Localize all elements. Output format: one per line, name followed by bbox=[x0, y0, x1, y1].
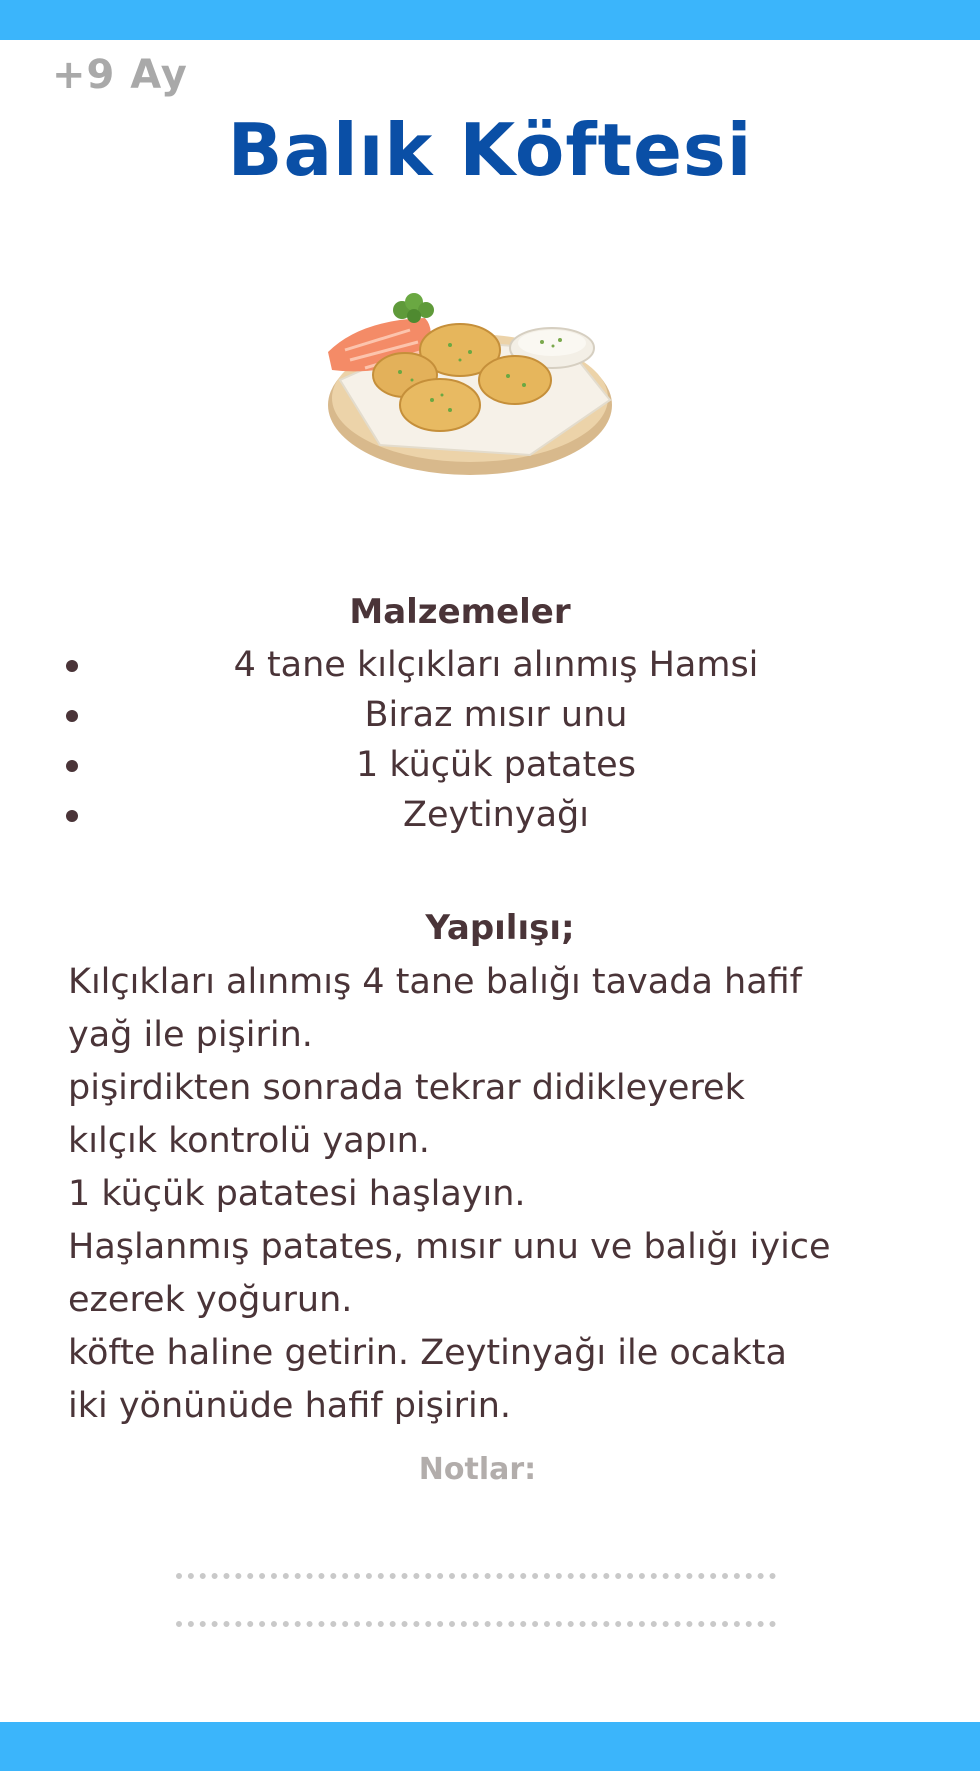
preparation-line: köfte haline getirin. Zeytinyağı ile ocakta bbox=[68, 1333, 787, 1373]
top-border-bar bbox=[0, 0, 980, 40]
age-label: +9 Ay bbox=[52, 52, 188, 98]
ingredient-text: Biraz mısır unu bbox=[364, 695, 628, 735]
ingredient-text: 4 tane kılçıkları alınmış Hamsi bbox=[233, 645, 759, 685]
recipe-title: Balık Köftesi bbox=[227, 108, 753, 192]
preparation-line: Haşlanmış patates, mısır unu ve balığı iyice bbox=[68, 1227, 831, 1267]
preparation-line: yağ ile pişirin. bbox=[68, 1015, 313, 1055]
preparation-line: Kılçıkları alınmış 4 tane balığı tavada hafif bbox=[68, 962, 803, 1002]
ingredient-item bbox=[0, 640, 980, 690]
preparation-line: ezerek yoğurun. bbox=[68, 1280, 353, 1320]
preparation-line: pişirdikten sonrada tekrar didikleyerek bbox=[68, 1068, 745, 1108]
preparation-line: iki yönünüde hafif pişirin. bbox=[68, 1386, 512, 1426]
ingredient-list bbox=[0, 640, 980, 840]
bullet-icon bbox=[66, 660, 78, 672]
ingredient-item bbox=[0, 690, 980, 740]
preparation-line: kılçık kontrolü yapın. bbox=[68, 1121, 430, 1161]
bullet-icon bbox=[66, 760, 78, 772]
notes-heading: Notlar: bbox=[418, 1452, 537, 1487]
preparation-steps bbox=[68, 956, 948, 1433]
ingredient-item bbox=[0, 790, 980, 840]
preparation-line: 1 küçük patatesi haşlayın. bbox=[68, 1174, 526, 1214]
bottom-border-bar bbox=[0, 1722, 980, 1771]
ingredient-text: Zeytinyağı bbox=[403, 795, 589, 835]
notes-dotted-line bbox=[176, 1573, 776, 1579]
notes-dotted-line bbox=[176, 1621, 776, 1627]
ingredient-text: 1 küçük patates bbox=[356, 745, 636, 785]
ingredient-item bbox=[0, 740, 980, 790]
bullet-icon bbox=[66, 710, 78, 722]
fish-patties-plate-illustration bbox=[310, 280, 630, 510]
ingredients-heading: Malzemeler bbox=[349, 592, 571, 632]
preparation-heading: Yapılışı; bbox=[425, 908, 575, 948]
bullet-icon bbox=[66, 810, 78, 822]
